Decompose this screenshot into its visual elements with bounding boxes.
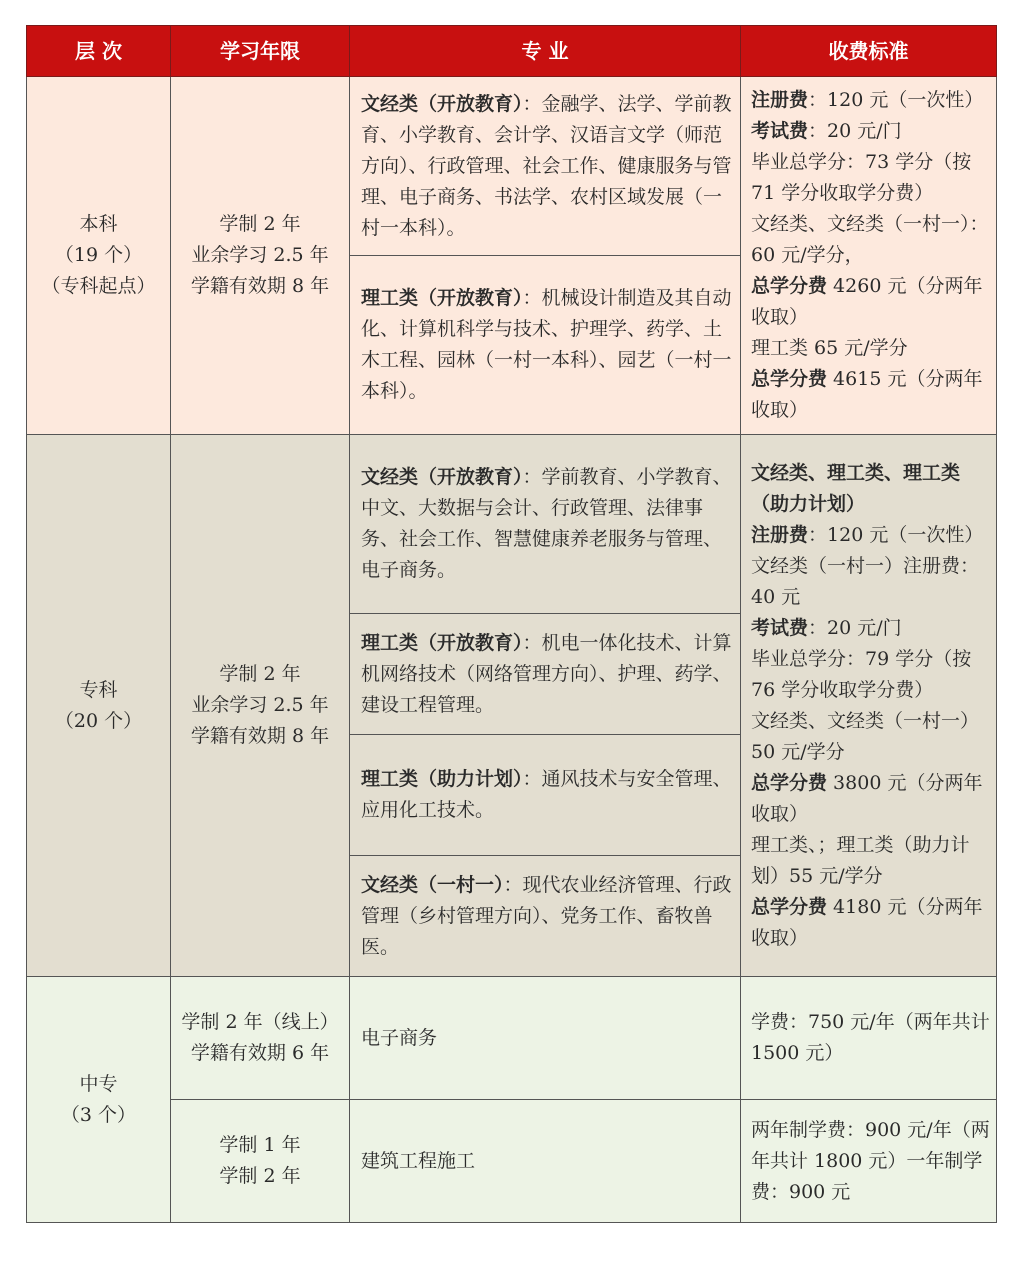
zhuanke-major-wenjing: 文经类（开放教育）：学前教育、小学教育、中文、大数据与会计、行政管理、法律事务、社会工作、智慧健康养老服务与管理、电子商务。: [350, 435, 741, 614]
zhuanke-row: [27, 435, 997, 614]
zhuanke-duration: 学制 2 年 业余学习 2.5 年 学籍有效期 8 年: [171, 435, 350, 977]
zhongzhuan-major-2: 建筑工程施工: [350, 1100, 741, 1223]
zhongzhuan-level: 中专 （3 个）: [27, 977, 171, 1223]
zhuanke-major-yicunyi: 文经类（一村一）：现代农业经济管理、行政管理（乡村管理方向）、党务工作、畜牧兽医。: [350, 856, 741, 977]
benke-duration: 学制 2 年 业余学习 2.5 年 学籍有效期 8 年: [171, 77, 350, 435]
header-fee: 收费标准: [741, 26, 997, 77]
benke-row: [27, 77, 997, 256]
zhongzhuan-row-2: [27, 1100, 997, 1223]
header-major: 专 业: [350, 26, 741, 77]
zhongzhuan-row: [27, 977, 997, 1100]
benke-fees: 注册费：120 元（一次性） 考试费：20 元/门 毕业总学分：73 学分（按 71 学分收取学分费） 文经类、文经类（一村一）：60 元/学分， 总学分费 4260 元（分两年收取） 理工类 65 元/学分 总学分费 4615 元（分两年收取）: [741, 77, 997, 435]
zhuanke-major-zhuli: 理工类（助力计划）：通风技术与安全管理、应用化工技术。: [350, 735, 741, 856]
zhuanke-major-ligong: 理工类（开放教育）：机电一体化技术、计算机网络技术（网络管理方向）、护理、药学、建设工程管理。: [350, 614, 741, 735]
zhuanke-fees: 文经类、理工类、理工类（助力计划） 注册费：120 元（一次性） 文经类（一村一）注册费：40 元 考试费：20 元/门 毕业总学分：79 学分（按 76 学分收取学分费） 文经类、文经类（一村一）50 元/学分 总学分费 3800 元（分两年收取） 理工类、；理工类（助力计划）55 元/学分 总学分费 4180 元（分两年收取）: [741, 435, 997, 977]
fee-table: [26, 25, 997, 1223]
benke-level: 本科 （19 个） （专科起点）: [27, 77, 171, 435]
zhongzhuan-major-1: 电子商务: [350, 977, 741, 1100]
zhuanke-level: 专科 （20 个）: [27, 435, 171, 977]
header-row: [27, 26, 997, 77]
header-level: 层 次: [27, 26, 171, 77]
header-duration: 学习年限: [171, 26, 350, 77]
zhongzhuan-fee-1: 学费：750 元/年（两年共计 1500 元）: [741, 977, 997, 1100]
benke-major-ligong: 理工类（开放教育）：机械设计制造及其自动化、计算机科学与技术、护理学、药学、土木工程、园林（一村一本科）、园艺（一村一本科）。: [350, 256, 741, 435]
zhongzhuan-duration-2: 学制 1 年 学制 2 年: [171, 1100, 350, 1223]
zhongzhuan-fee-2: 两年制学费：900 元/年（两年共计 1800 元）一年制学费：900 元: [741, 1100, 997, 1223]
benke-major-wenjing: 文经类（开放教育）：金融学、法学、学前教育、小学教育、会计学、汉语言文学（师范方向）、行政管理、社会工作、健康服务与管理、电子商务、书法学、农村区域发展（一村一本科）。: [350, 77, 741, 256]
zhongzhuan-duration-1: 学制 2 年（线上） 学籍有效期 6 年: [171, 977, 350, 1100]
